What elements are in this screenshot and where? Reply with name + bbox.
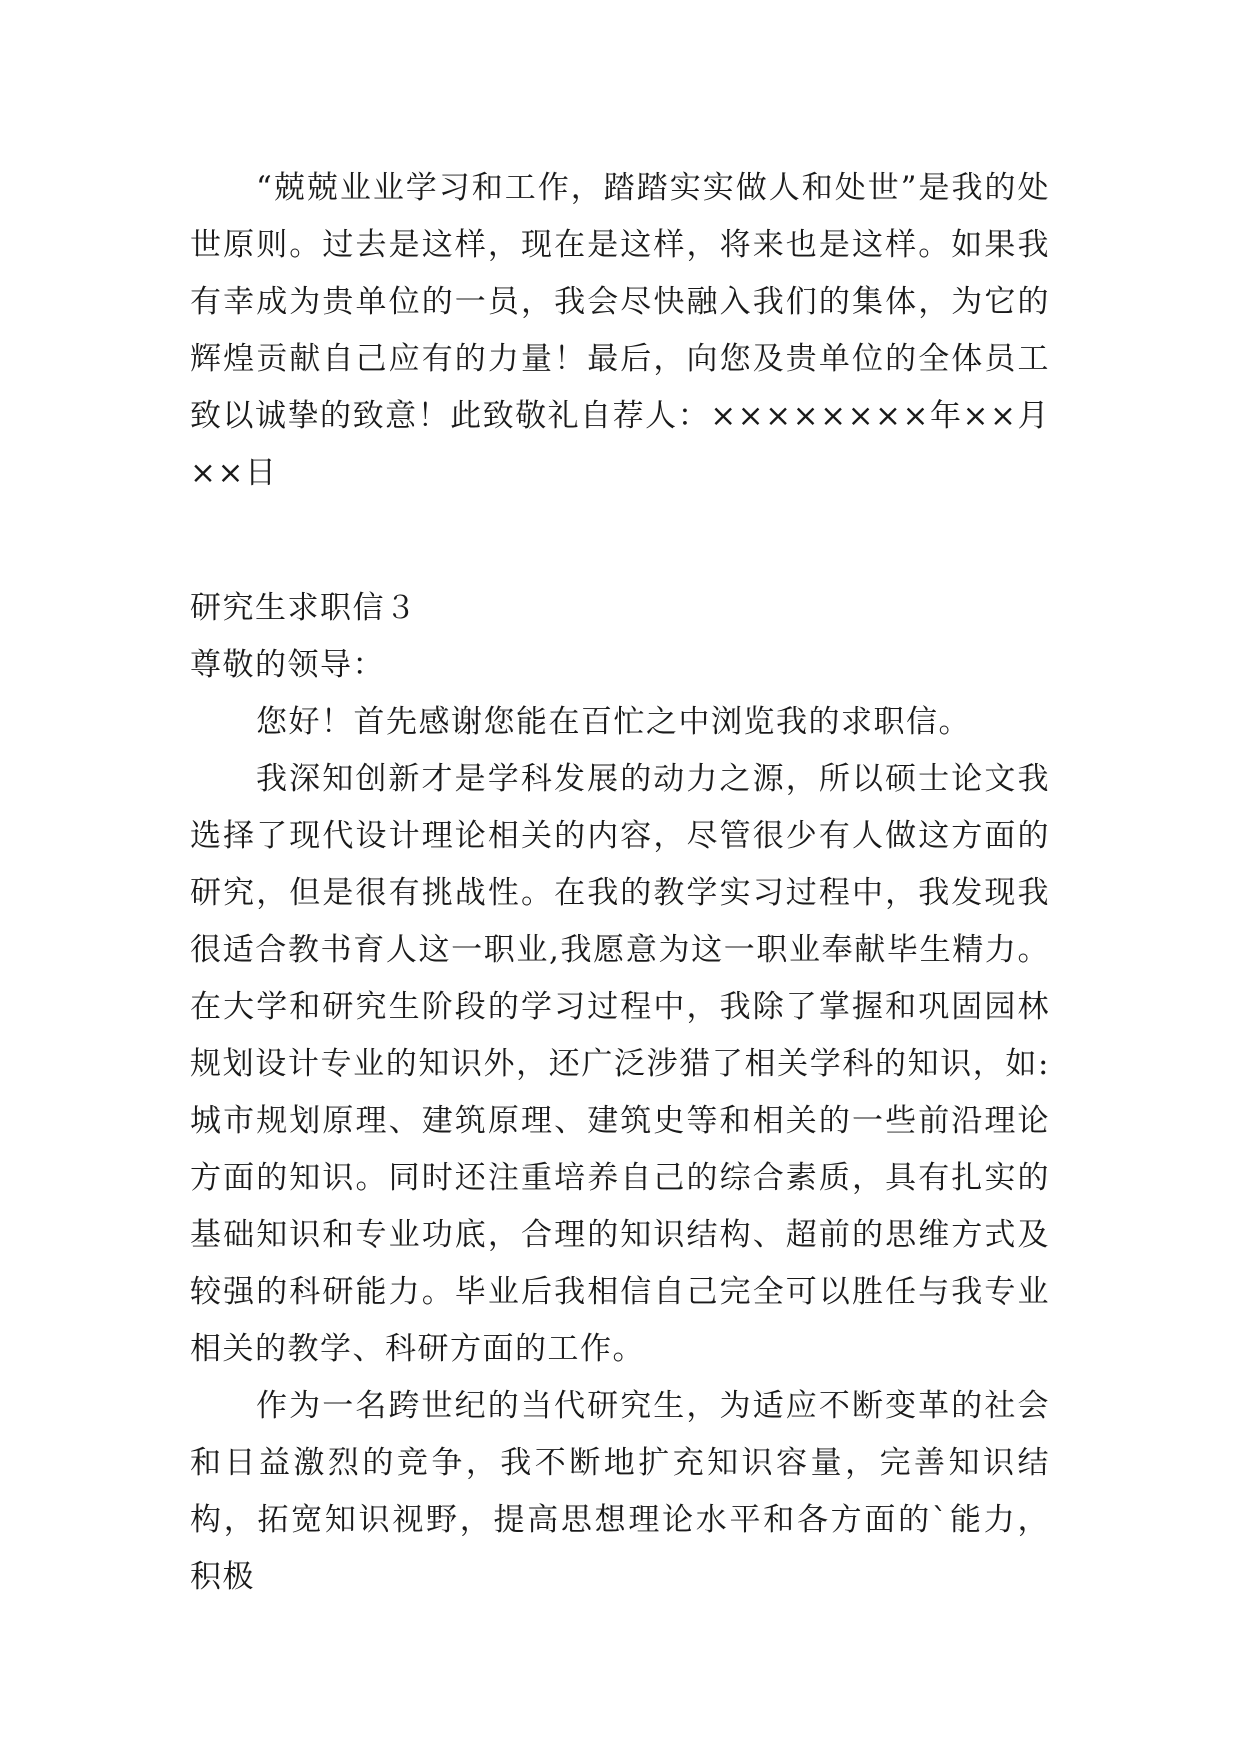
body-paragraph: 我深知创新才是学科发展的动力之源，所以硕士论文我选择了现代设计理论相关的内容，尽管很少有人做这方面的研究，但是很有挑战性。在我的教学实习过程中，我发现我很适合教书育人这一职业,我愿意为这一职业奉献毕生精力。在大学和研究生阶段的学习过程中，我除了掌握和巩固园林规划设计专业的知识外，还广泛涉猎了相关学科的知识，如:城市规划原理、建筑原理、建筑史等和相关的一些前沿理论方面的知识。同时还注重培养自己的综合素质，具有扎实的基础知识和专业功底，合理的知识结构、超前的思维方式及较强的科研能力。毕业后我相信自己完全可以胜任与我专业相关的教学、科研方面的工作。 [190,761,1050,1367]
document-body [190,160,1050,1606]
section-title: 研究生求职信３ [190,590,418,626]
body-paragraph-continued: 作为一名跨世纪的当代研究生，为适应不断变革的社会和日益激烈的竞争，我不断地扩充知识容量，完善知识结构，拓宽知识视野，提高思想理论水平和各方面的`能力，积极 [190,1388,1050,1595]
greeting-paragraph: 您好！首先感谢您能在百忙之中浏览我的求职信。 [256,704,971,740]
salutation: 尊敬的领导： [190,647,385,683]
section-spacer [190,502,1050,580]
closing-paragraph: “兢兢业业学习和工作，踏踏实实做人和处世”是我的处世原则。过去是这样，现在是这样，将来也是这样。如果我有幸成为贵单位的一员，我会尽快融入我们的集体，为它的辉煌贡献自己应有的力量！最后，向您及贵单位的全体员工致以诚挚的致意！此致敬礼自荐人：××××××××年××月××日 [190,170,1050,491]
